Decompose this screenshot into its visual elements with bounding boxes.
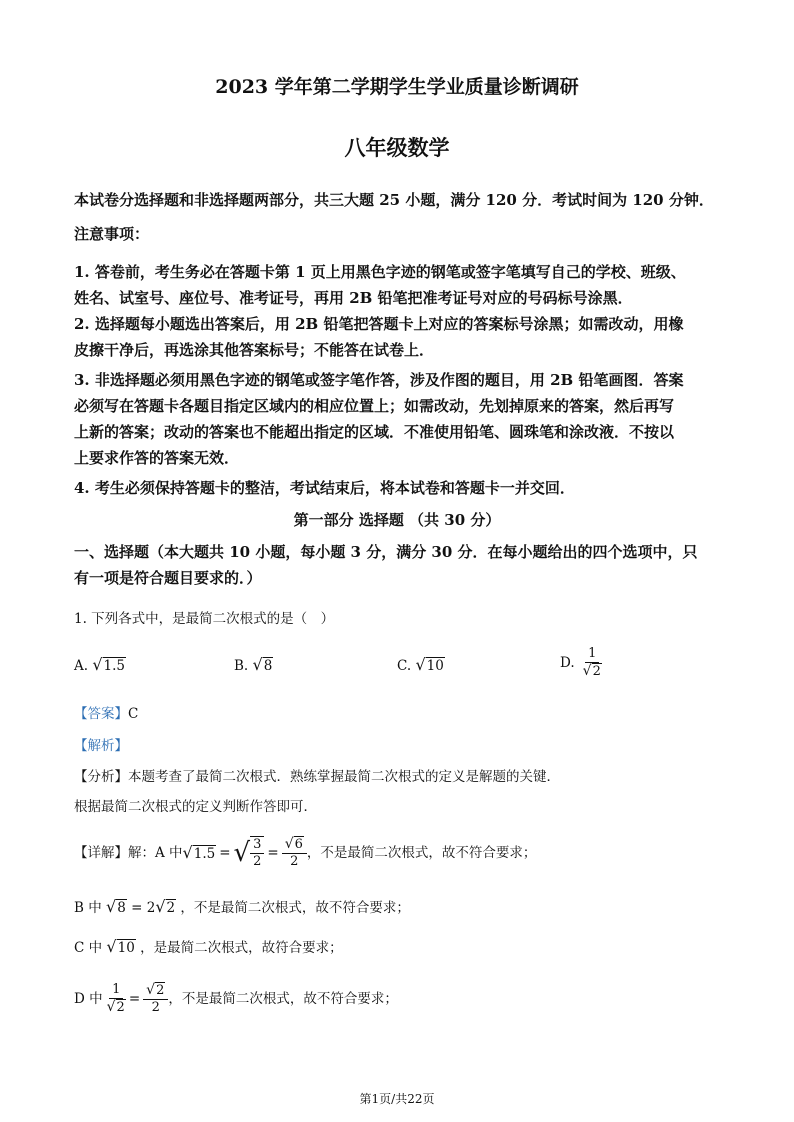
option-d-label: D. — [560, 655, 575, 671]
option-b — [234, 655, 273, 674]
sqrt-expression: √10 — [106, 937, 135, 956]
radicand: 6 — [294, 837, 303, 852]
sqrt-expression: √1.5 — [92, 655, 126, 674]
intro-text: 本试卷分选择题和非选择题两部分，共三大题 25 小题，满分 120 分．考试时间为 120 分钟． — [74, 191, 714, 209]
answer-tag: 【答案】 — [74, 706, 128, 722]
answer-line — [74, 703, 138, 725]
fenxi-line-2: 根据最简二次根式的定义判断作答即可． — [74, 799, 317, 815]
sqrt-expression: √8 — [252, 655, 273, 674]
option-b-label: B. — [234, 658, 249, 674]
detail-suffix: ，是最简二次根式，故符合要求； — [140, 940, 343, 956]
note-line: 2. 选择题每小题选出答案后，用 2B 铅笔把答题卡上对应的答案标号涂黑；如需改动，用橡 — [74, 315, 684, 333]
note-line: 1. 答卷前，考生务必在答题卡第 1 页上用黑色字迹的钢笔或签字笔填写自己的学校、班级、 — [74, 263, 686, 281]
sqrt-expression: √1.5 — [182, 842, 216, 862]
radicand: 10 — [426, 658, 444, 674]
question-stem: 1. 下列各式中，是最简二次根式的是（ ） — [74, 611, 335, 627]
sqrt-expression: √8 — [106, 897, 126, 916]
detail-tag: 【详解】 — [74, 845, 128, 861]
page-number: 第1页/共22页 — [359, 1092, 435, 1106]
equals-sign: = — [128, 991, 141, 1007]
option-d — [560, 646, 602, 680]
detail-prefix: 解：A 中 — [128, 845, 183, 861]
answer-value: C — [128, 706, 139, 722]
section-line: 有一项是符合题目要求的．） — [74, 569, 262, 587]
fraction — [250, 836, 264, 870]
note-line: 上新的答案；改动的答案也不能超出指定的区域．不准使用铅笔、圆珠笔和涂改液．不按以 — [74, 423, 675, 441]
detail-line-b — [74, 896, 410, 919]
numerator: 3 — [250, 837, 264, 854]
note-line: 4. 考生必须保持答题卡的整洁，考试结束后，将本试卷和答题卡一并交回． — [74, 479, 575, 497]
detail-suffix: ，不是最简二次根式，故不符合要求； — [180, 900, 410, 916]
option-c — [397, 655, 445, 674]
equals-sign: = — [219, 845, 231, 861]
sqrt-expression: √10 — [415, 655, 444, 674]
denominator: √2 — [106, 999, 125, 1015]
note-line: 姓名、试室号、座位号、准考证号，再用 2B 铅笔把准考证号对应的号码标号涂黑． — [74, 289, 633, 307]
radicand: 2 — [166, 900, 176, 916]
denominator: 2 — [290, 854, 299, 869]
exam-title: 2023 学年第二学期学生学业质量诊断调研 — [215, 76, 579, 98]
detail-line-a — [74, 836, 536, 870]
analysis-tag: 【解析】 — [74, 738, 128, 754]
note-line: 必须写在答题卡各题目指定区域内的相应位置上；如需改动，先划掉原来的答案，然后再写 — [74, 397, 675, 415]
fenxi-line — [74, 766, 560, 788]
radicand: 8 — [263, 658, 273, 674]
fenxi-tag: 【分析】 — [74, 769, 128, 785]
notes-heading: 注意事项： — [74, 225, 150, 243]
numerator: 1 — [109, 982, 123, 999]
equals-expression: = 2 — [131, 900, 156, 916]
fraction — [282, 836, 307, 870]
detail-prefix: D 中 — [74, 991, 103, 1007]
detail-line-c — [74, 936, 343, 959]
note-line: 3. 非选择题必须用黑色字迹的钢笔或签字笔作答，涉及作图的题目，用 2B 铅笔画图．答案 — [74, 371, 684, 389]
radicand: 1.5 — [103, 658, 126, 674]
denominator: 2 — [253, 854, 262, 869]
detail-suffix: ，不是最简二次根式，故不符合要求； — [168, 991, 398, 1007]
sqrt-symbol: √ — [233, 838, 251, 868]
detail-prefix: B 中 — [74, 900, 102, 916]
detail-suffix: ，不是最简二次根式，故不符合要求； — [306, 845, 537, 861]
denominator: √2 — [582, 663, 601, 679]
part-heading: 第一部分 选择题 （共 30 分） — [293, 511, 501, 529]
detail-line-d — [74, 982, 398, 1016]
section-line: 一、选择题（本大题共 10 小题，每小题 3 分，满分 30 分．在每小题给出的四个选项中，只 — [74, 543, 698, 561]
fenxi-text: 本题考查了最简二次根式．熟练掌握最简二次根式的定义是解题的关键． — [128, 769, 560, 785]
fraction — [143, 982, 168, 1016]
radicand: 2 — [592, 664, 601, 679]
detail-prefix: C 中 — [74, 940, 103, 956]
equals-sign: = — [267, 845, 279, 861]
fraction — [107, 982, 126, 1016]
numerator: 1 — [585, 646, 599, 663]
note-line: 皮擦干净后，再选涂其他答案标号；不能答在试卷上． — [74, 341, 435, 359]
note-line: 上要求作答的答案无效． — [74, 449, 240, 467]
radicand: 1.5 — [193, 845, 216, 862]
radicand: 2 — [156, 983, 165, 998]
numerator: √6 — [282, 836, 307, 854]
radicand: 10 — [117, 940, 135, 956]
denominator: 2 — [151, 1000, 160, 1015]
option-c-label: C. — [397, 658, 412, 674]
option-a-label: A. — [74, 658, 89, 674]
option-a — [74, 655, 126, 674]
sqrt-expression: √2 — [155, 897, 176, 916]
exam-subject: 八年级数学 — [344, 135, 450, 160]
radicand: 2 — [116, 1000, 125, 1015]
numerator: √2 — [143, 982, 168, 1000]
radicand: 8 — [117, 900, 126, 916]
fraction — [583, 646, 602, 680]
